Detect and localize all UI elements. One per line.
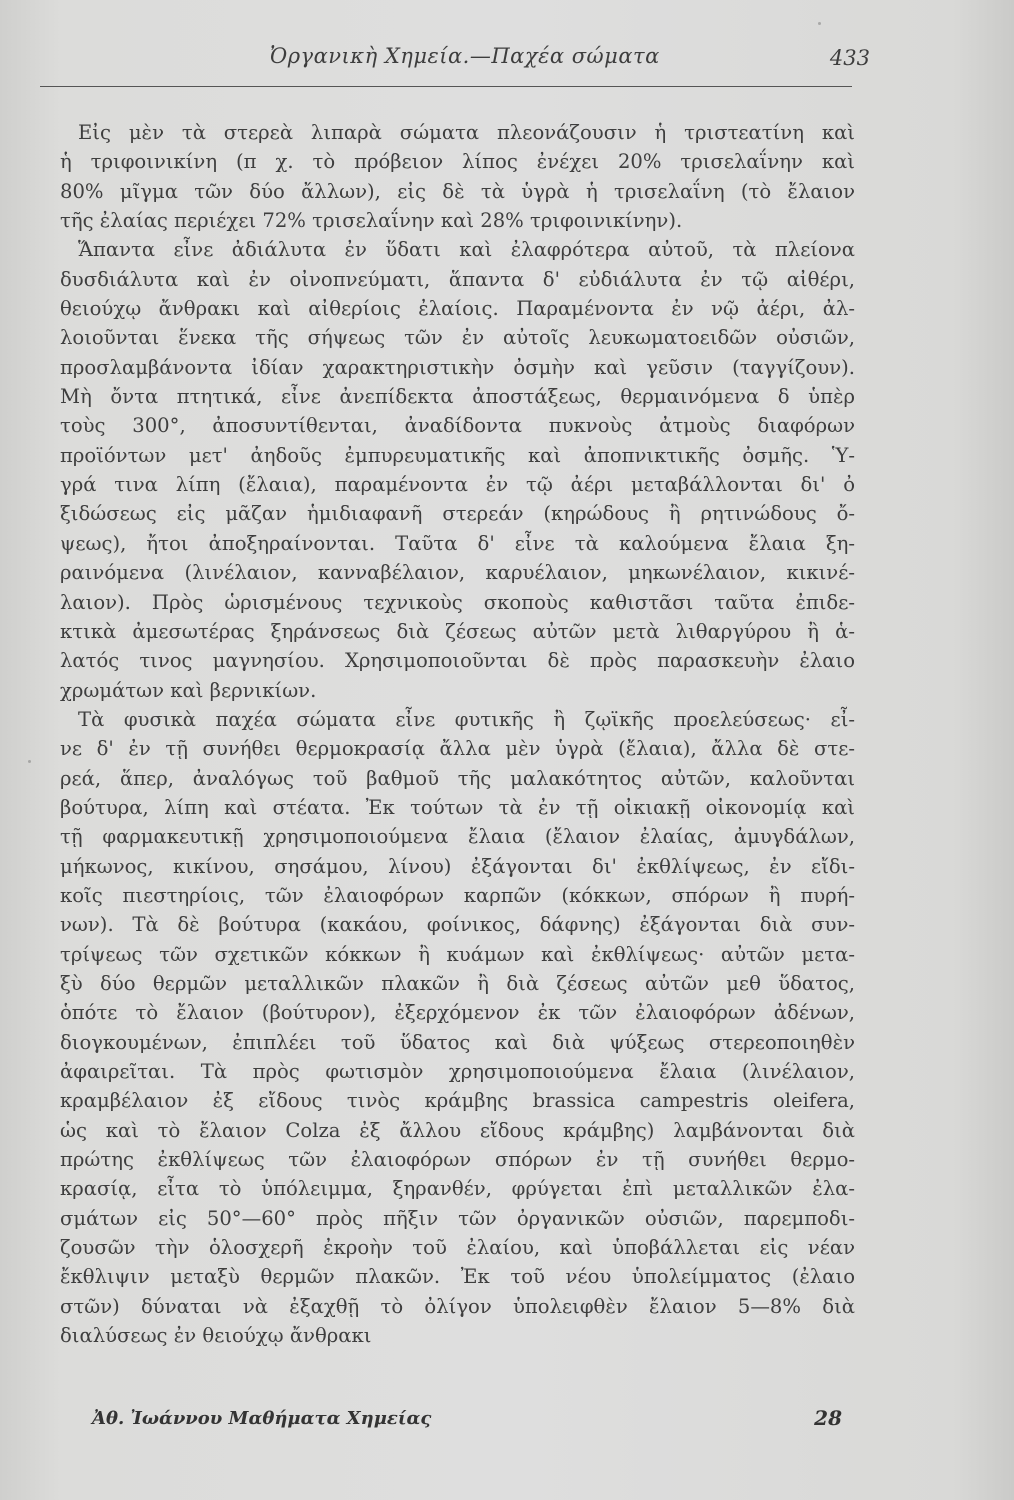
text-line: προσλαμβάνοντα ἰδίαν χαρακτηριστικὴν ὀσμὴν καὶ γεῦσιν (ταγγίζουν). (60, 355, 855, 379)
text-line: τοὺς 300°, ἀποσυντίθενται, ἀναδίδοντα πυκνοὺς ἀτμοὺς διαφόρων (60, 414, 855, 438)
text-line: γρά τινα λίπη (ἔλαια), παραμένοντα ἐν τῷ ἀέρι μεταβάλλονται δι' ὀ (60, 473, 855, 497)
text-line: ἀφαιρεῖται. Τὰ πρὸς φωτισμὸν χρησιμοποιούμενα ἔλαια (λινέλαιον, (60, 1060, 855, 1083)
text-line: κοῖς πιεστηρίοις, τῶν ἐλαιοφόρων καρπῶν (κόκκων, σπόρων ἢ πυρή- (60, 883, 855, 907)
text-line: ὁπότε τὸ ἔλαιον (βούτυρον), ἐξερχόμενον ἐκ τῶν ἐλαιοφόρων ἀδένων, (60, 1001, 855, 1025)
signature-mark: 28 (814, 1406, 842, 1430)
text-line: τῇ φαρμακευτικῇ χρησιμοποιούμενα ἔλαια (ἔλαιον ἐλαίας, ἀμυγδάλων, (60, 825, 855, 849)
text-line: κτικὰ ἀμεσωτέρας ξηράνσεως διὰ ζέσεως αὐτῶν μετὰ λιθαργύρου ἢ ἁ- (60, 619, 855, 643)
text-line: σμάτων εἰς 50°—60° πρὸς πῆξιν τῶν ὀργανικῶν οὐσιῶν, παρεμποδι- (60, 1206, 855, 1230)
text-line: θειούχῳ ἄνθρακι καὶ αἰθερίοις ἐλαίοις. Παραμένοντα ἐν νῷ ἀέρι, ἀλ- (60, 297, 855, 321)
text-line: λοιοῦνται ἕνεκα τῆς σήψεως τῶν ἐν αὐτοῖς λευκωματοειδῶν οὐσιῶν, (60, 326, 855, 350)
text-line: τῆς ἐλαίας περιέχει 72% τρισελαΐνην καὶ 28% τριφοινικίνην). (60, 209, 683, 233)
text-line: ξὺ δύο θερμῶν μεταλλικῶν πλακῶν ἢ διὰ ζέσεως αὐτῶν μεθ ὕδατος, (60, 971, 855, 995)
text-line: Ἅπαντα εἶνε ἀδιάλυτα ἐν ὕδατι καὶ ἐλαφρότερα αὐτοῦ, τὰ πλείονα (78, 238, 855, 262)
text-line: κρασίᾳ, εἶτα τὸ ὑπόλειμμα, ξηρανθέν, φρύγεται ἐπὶ μεταλλικῶν ἐλα- (60, 1177, 855, 1201)
body-text (60, 118, 855, 1350)
text-line: ὡς καὶ τὸ ἔλαιον Colza ἐξ ἄλλου εἴδους κράμβης) λαμβάνονται διὰ (60, 1118, 855, 1142)
text-line: λατός τινος μαγνησίου. Χρησιμοποιοῦνται δὲ πρὸς παρασκευὴν ἐλαιο (60, 649, 855, 673)
text-line: λαιον). Πρὸς ὡρισμένους τεχνικοὺς σκοποὺς καθιστᾶσι ταῦτα ἐπιδε- (60, 590, 855, 614)
paper-speck (818, 22, 821, 25)
text-line: ραινόμενα (λινέλαιον, κανναβέλαιον, καρυέλαιον, μηκωνέλαιον, κικινέ- (60, 561, 855, 585)
text-line: τρίψεως τῶν σχετικῶν κόκκων ἢ κυάμων καὶ ἐκθλίψεως· αὐτῶν μετα- (60, 942, 855, 966)
text-line: Τὰ φυσικὰ παχέα σώματα εἶνε φυτικῆς ἢ ζῳϊκῆς προελεύσεως· εἶ- (78, 707, 855, 731)
header-rule (40, 86, 852, 87)
text-line: Εἰς μὲν τὰ στερεὰ λιπαρὰ σώματα πλεονάζουσιν ἡ τριστεατίνη καὶ (78, 121, 855, 144)
text-line: μήκωνος, κικίνου, σησάμου, λίνου) ἐξάγονται δι' ἐκθλίψεως, ἐν εἴδι- (60, 854, 855, 878)
text-line: νων). Τὰ δὲ βούτυρα (κακάου, φοίνικος, δάφνης) ἐξάγονται διὰ συν- (60, 913, 855, 937)
footer (92, 1408, 852, 1444)
text-line: ξιδώσεως εἰς μᾶζαν ἡμιδιαφανῆ στερεάν (κηρώδους ἢ ρητινώδους ὄ- (60, 502, 855, 526)
paper-speck (28, 760, 31, 763)
text-line: ἔκθλιψιν μεταξὺ θερμῶν πλακῶν. Ἐκ τοῦ νέου ὑπολείμματος (ἐλαιο (60, 1265, 855, 1289)
text-line: διογκουμένων, ἐπιπλέει τοῦ ὕδατος καὶ διὰ ψύξεως στερεοποιηθὲν (60, 1030, 855, 1054)
text-line: κραμβέλαιον ἐξ εἴδους τινὸς κράμβης brassica campestris oleifera, (60, 1089, 855, 1113)
text-line: 80% μῖγμα τῶν δύο ἄλλων), εἰς δὲ τὰ ὑγρὰ ἡ τρισελαΐνη (τὸ ἔλαιον (60, 179, 855, 203)
text-line: Μὴ ὄντα πτητικά, εἶνε ἀνεπίδεκτα ἀποστάξεως, θερμαινόμενα δ ὑπὲρ (60, 385, 855, 409)
text-line: προϊόντων μετ' ἀηδοῦς ἐμπυρευματικῆς καὶ ἀποπνικτικῆς ὀσμῆς. Ὑ- (60, 443, 855, 467)
text-line: ἡ τριφοινικίνη (π χ. τὸ πρόβειον λίπος ἐνέχει 20% τρισελαΐνην καὶ (60, 150, 855, 174)
text-line: βούτυρα, λίπη καὶ στέατα. Ἐκ τούτων τὰ ἐν τῇ οἰκιακῇ οἰκονομίᾳ καὶ (60, 795, 855, 819)
running-header (40, 40, 870, 90)
text-line: νε δ' ἐν τῇ συνήθει θερμοκρασίᾳ ἄλλα μὲν ὑγρὰ (ἔλαια), ἄλλα δὲ στε- (60, 737, 855, 761)
text-line: διαλύσεως ἐν θειούχῳ ἄνθρακι (60, 1324, 372, 1348)
page-number: 433 (829, 46, 870, 70)
text-line: στῶν) δύναται νὰ ἐξαχθῇ τὸ ὀλίγον ὑπολειφθὲν ἔλαιον 5—8% διὰ (60, 1294, 855, 1318)
text-line: ρεά, ἅπερ, ἀναλόγως τοῦ βαθμοῦ τῆς μαλακότητος αὐτῶν, καλοῦνται (60, 766, 855, 790)
text-line: ζουσῶν τὴν ὁλοσχερῆ ἐκροὴν τοῦ ἐλαίου, καὶ ὑποβάλλεται εἰς νέαν (60, 1236, 855, 1260)
text-line: δυσδιάλυτα καὶ ἐν οἰνοπνεύματι, ἅπαντα δ' εὐδιάλυτα ἐν τῷ αἰθέρι, (60, 267, 855, 291)
text-line: χρωμάτων καὶ βερνικίων. (60, 678, 317, 702)
text-line: πρώτης ἐκθλίψεως τῶν ἐλαιοφόρων σπόρων ἐν τῇ συνήθει θερμο- (60, 1148, 855, 1172)
running-head-title: Ὀργανικὴ Χημεία.—Παχέα σώματα (270, 44, 660, 68)
footer-book-title: Ἀθ. Ἰωάννου Μαθήματα Χημείας (92, 1408, 432, 1429)
text-line: ψεως), ἤτοι ἀποξηραίνονται. Ταῦτα δ' εἶνε τὰ καλούμενα ἔλαια ξη- (60, 531, 855, 555)
